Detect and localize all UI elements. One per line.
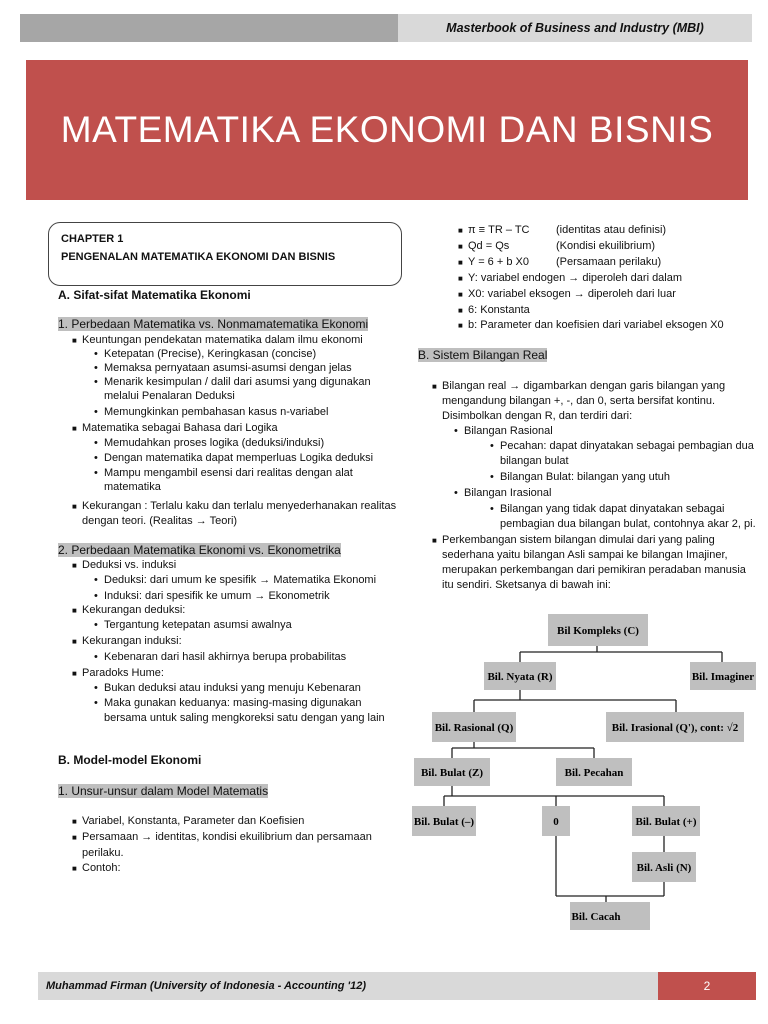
list-item: ■ π ≡ TR – TC [458, 224, 530, 236]
list-item: • Ketepatan (Precise), Keringkasan (concise) [94, 348, 317, 360]
list-item: • Tergantung ketepatan asumsi awalnya [94, 619, 292, 631]
node-irasional-label: Bil. Irasional (Q'), cont: √2 [611, 722, 739, 734]
list-item: ■ Matematika sebagai Bahasa dari Logika [72, 422, 278, 434]
list-item: ■ b: Parameter dan koefisien dari variabel eksogen X0 [458, 319, 724, 331]
node-asli-label: Bil. Asli (N) [636, 862, 692, 874]
node-bulat-positif-label: Bil. Bulat (+) [635, 816, 697, 828]
node-rasional-label: Bil. Rasional (Q) [434, 722, 514, 734]
page-number: 2 [658, 972, 756, 1000]
page-title: MATEMATIKA EKONOMI DAN BISNIS [26, 60, 748, 200]
section-heading: B. Model-model Ekonomi [58, 753, 202, 767]
list-item: bilangan bulat [500, 455, 569, 467]
chapter-title: PENGENALAN MATEMATIKA EKONOMI DAN BISNIS [61, 251, 336, 263]
list-item: ■ Kekurangan deduksi: [72, 604, 186, 616]
footer-author: Muhammad Firman (University of Indonesia - Accounting '12) [38, 972, 658, 1000]
list-item: • Bukan deduksi atau induksi yang menuju Kebenaran [94, 682, 361, 694]
chapter-label: CHAPTER 1 [61, 233, 124, 245]
list-item-note: (identitas atau definisi) [556, 224, 667, 236]
list-item: ■ Deduksi vs. induksi [72, 559, 177, 571]
list-item: • Memungkinkan pembahasan kasus n-variabel [94, 406, 329, 418]
list-item: mengandung bilangan +, -, dan 0, serta bersifat kontinu. [442, 395, 716, 407]
list-item: ■ X0: variabel eksogen → diperoleh dari luar [458, 288, 676, 300]
section-heading: B. Sistem Bilangan Real [418, 348, 548, 362]
list-item: ■ Qd = Qs [458, 240, 510, 252]
list-item: ■ 6: Konstanta [458, 304, 530, 316]
header-title: Masterbook of Business and Industry (MBI) [398, 14, 752, 42]
node-bulat-label: Bil. Bulat (Z) [420, 767, 484, 779]
list-item: matematika [104, 481, 161, 493]
list-item: Disimbolkan dengan R, dan terdiri dari: [442, 410, 633, 422]
list-item: • Bilangan Irasional [454, 487, 552, 499]
list-item: • Pecahan: dapat dinyatakan sebagai pembagian dua [490, 440, 754, 452]
list-item: • Dengan matematika dapat memperluas Logika deduksi [94, 452, 374, 464]
list-item: • Kebenaran dari hasil akhirnya berupa probabilitas [94, 651, 347, 663]
node-kompleks-label: Bil Kompleks (C) [557, 625, 639, 637]
list-item: ■ Keuntungan pendekatan matematika dalam ilmu ekonomi [72, 334, 363, 346]
list-item-note: (Kondisi ekuilibrium) [556, 240, 656, 252]
list-item: pembagian dua bilangan bulat, contohnya akar 2, pi. [500, 518, 756, 530]
list-item: • Memudahkan proses logika (deduksi/induksi) [94, 437, 325, 449]
node-cacah-label: Bil. Cacah [571, 911, 621, 923]
list-item: ■ Variabel, Konstanta, Parameter dan Koefisien [72, 815, 305, 827]
list-item: ■ Y: variabel endogen → diperoleh dari dalam [458, 272, 683, 284]
subsection-heading: 1. Unsur-unsur dalam Model Matematis [58, 784, 269, 798]
subsection-heading: 2. Perbedaan Matematika Ekonomi vs. Ekonometrika [58, 543, 341, 557]
list-item: bersama untuk saling mengkoreksi satu dengan yang lain [104, 712, 385, 724]
list-item: • Maka gunakan keduanya: masing-masing digunakan [94, 697, 362, 709]
list-item: • Menarik kesimpulan / dalil dari asumsi yang digunakan [94, 376, 371, 388]
list-item: sederhana yaitu bilangan Asli sampai ke bilangan Imajiner, [442, 549, 728, 561]
node-pecahan-label: Bil. Pecahan [564, 767, 624, 779]
list-item: perilaku. [82, 847, 124, 859]
section-heading: A. Sifat-sifat Matematika Ekonomi [58, 288, 251, 302]
list-item: ■ Y = 6 + b X0 [458, 256, 529, 268]
list-item-note: (Persamaan perilaku) [556, 256, 662, 268]
list-item: • Bilangan Rasional [454, 425, 553, 437]
subsection-heading: 1. Perbedaan Matematika vs. Nonmamatematika Ekonomi [58, 317, 369, 331]
list-item: • Bilangan yang tidak dapat dinyatakan sebagai [490, 503, 725, 515]
list-item: melalui Penalaran Deduksi [104, 390, 235, 402]
list-item: • Mampu mengambil esensi dari realitas dengan alat [94, 467, 353, 479]
list-item: ■ Persamaan → identitas, kondisi ekuilibrium dan persamaan [72, 831, 372, 843]
list-item: ■ Contoh: [72, 862, 121, 874]
list-item: • Deduksi: dari umum ke spesifik → Matematika Ekonomi [94, 574, 377, 586]
list-item: ■ Paradoks Hume: [72, 667, 164, 679]
list-item: ■ Kekurangan : Terlalu kaku dan terlalu menyederhanakan realitas [72, 500, 397, 512]
list-item: dengan teori. (Realitas → Teori) [82, 515, 238, 527]
node-nol-label: 0 [553, 816, 559, 828]
list-item: ■ Perkembangan sistem bilangan dimulai dari yang paling [432, 534, 715, 546]
node-imaginer-label: Bil. Imaginer [691, 671, 755, 683]
list-item: itu sendiri. Sketsanya di bawah ini: [442, 579, 611, 591]
node-nyata-label: Bil. Nyata (R) [487, 671, 553, 683]
list-item: ■ Bilangan real → digambarkan dengan garis bilangan yang [432, 380, 726, 392]
node-bulat-negatif-label: Bil. Bulat (–) [413, 816, 475, 828]
list-item: ■ Kekurangan induksi: [72, 635, 182, 647]
list-item: • Bilangan Bulat: bilangan yang utuh [490, 471, 671, 483]
list-item: merupakan perkembangan dari pemikiran peradaban manusia [442, 564, 746, 576]
list-item: • Memaksa pernyataan asumsi-asumsi dengan jelas [94, 362, 352, 374]
list-item: • Induksi: dari spesifik ke umum → Ekonometrik [94, 590, 330, 602]
